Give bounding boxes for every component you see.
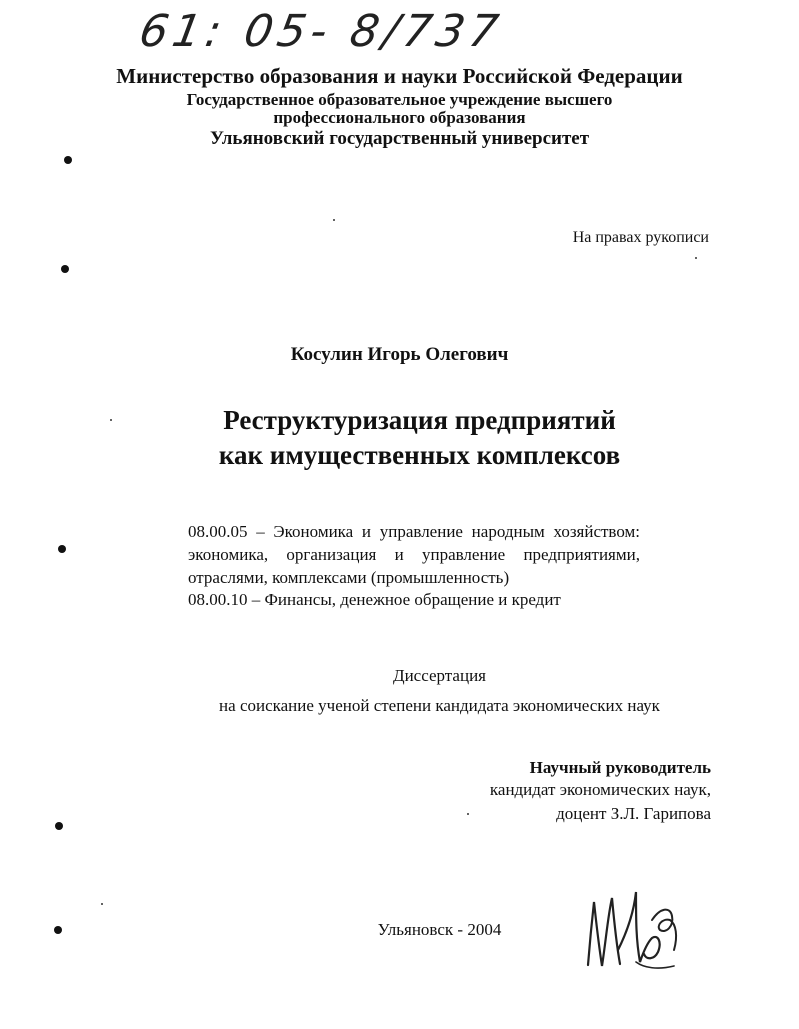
supervisor-heading: Научный руководитель [529, 758, 711, 777]
degree-sought: на соискание ученой степени кандидата экономических наук [219, 696, 660, 715]
binding-hole-mark [61, 265, 69, 273]
specialty-block-1 [188, 520, 640, 589]
specialty-2: 08.00.10 – Финансы, денежное обращение и кредит [188, 590, 561, 609]
scan-speck [101, 903, 103, 905]
dissertation-title-line-2: как имущественных комплексов [218, 440, 621, 470]
manuscript-rights-note: На правах рукописи [572, 229, 709, 246]
specialty-1-line-1: 08.00.05 – Экономика и управление народным хозяйством: [188, 522, 640, 541]
scan-speck [110, 419, 112, 421]
dissertation-title-line-1: Реструктуризация предприятий [223, 405, 616, 435]
binding-hole-mark [55, 822, 63, 830]
scan-speck [333, 219, 335, 221]
binding-hole-mark [58, 545, 66, 553]
specialty-1-line-3: отраслями, комплексами (промышленность) [188, 568, 510, 587]
specialty-1-line-2: экономика, организация и управление предприятиями, [188, 545, 640, 564]
binding-hole-mark [64, 156, 72, 164]
archive-handwritten-mark: 61: 05- 8/737 [135, 6, 507, 57]
university-name: Ульяновский государственный университет [209, 128, 590, 149]
ministry-heading: Министерство образования и науки Российской Федерации [116, 64, 683, 88]
supervisor-name: доцент З.Л. Гарипова [556, 804, 711, 823]
binding-hole-mark [54, 926, 62, 934]
author-name: Косулин Игорь Олегович [290, 344, 509, 365]
institution-line-2: профессионального образования [273, 108, 526, 127]
institution-line-1: Государственное образовательное учреждение высшего [186, 90, 613, 109]
scan-speck [467, 813, 469, 815]
signature-scribble [578, 880, 688, 980]
supervisor-degree: кандидат экономических наук, [489, 780, 711, 799]
city-year: Ульяновск - 2004 [377, 920, 502, 939]
dissertation-label: Диссертация [392, 666, 486, 685]
scan-speck [695, 257, 697, 259]
